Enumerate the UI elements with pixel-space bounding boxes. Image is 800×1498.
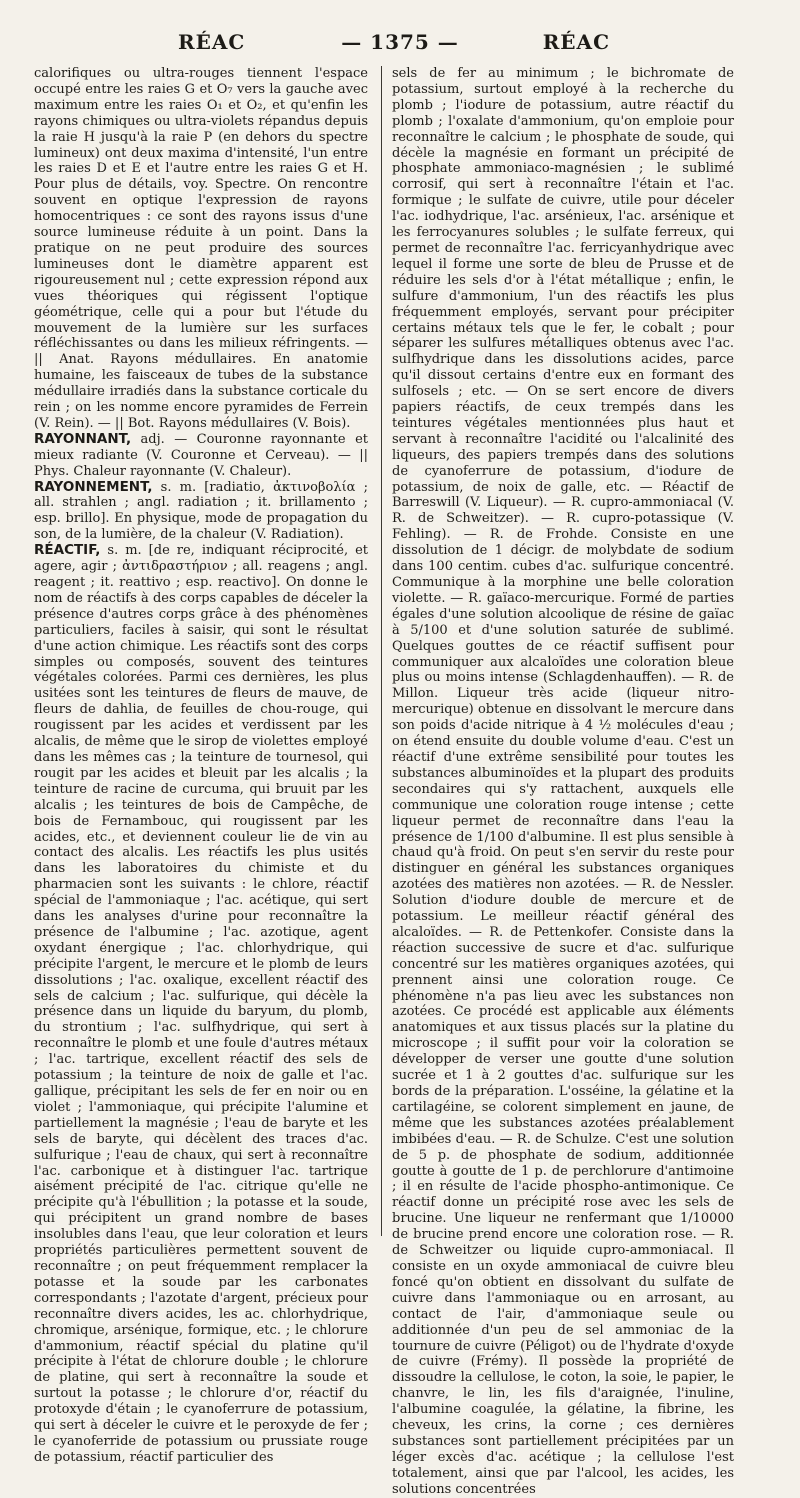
left-column (34, 66, 368, 1466)
continued-paragraph: sels de fer au minimum ; le bichromate de potassium, surtout employé à la recherche du plomb ; l'iodure de potassium, autre réactif du plomb ; l'oxalate d'ammonium, qu'on emploie pour reconnaître le calcium ; le phosphate de soude, qui décèle la magnésie en formant un précipité de phosphate ammoniaco-magnésien ; le sublimé corrosif, qui sert à reconnaître l'étain et l'ac. formique ; le sulfate de cuivre, utile pour déceler l'ac. iodhydrique, l'ac. arsénieux, l'ac. arsénique et les ferrocyanures solubles ; le sulfate ferreux, qui permet de reconnaître l'ac. ferricyanhydrique avec lequel il forme une sorte de bleu de Prusse et de réduire les sels d'or à l'état métallique ; enfin, le sulfure d'ammonium, l'un des réactifs les plus fréquemment employés, servant pour précipiter certains métaux tels que le fer, le cobalt ; pour séparer les sulfures métalliques obtenus avec l'ac. sulfhydrique dans les dissolutions acides, parce qu'il dissout certains d'entre eux en formant des sulfosels ; etc. — On se sert encore de divers papiers réactifs, de ceux trempés dans les teintures végétales mentionnées plus haut et servant à reconnaître l'acidité ou l'alcalinité des liqueurs, des papiers trempés dans des solutions de cyanoferrure de potassium, d'iodure de potassium, de noix de galle, etc. — Réactif de Barreswill (V. Liqueur). — R. cupro-ammoniacal (V. R. de Schweitzer). — R. cupro-potassique (V. Fehling). — R. de Frohde. Consiste en une dissolution de 1 décigr. de molybdate de sodium dans 100 centim. cubes d'ac. sulfurique concentré. Communique à la morphine une belle coloration violette. — R. gaïaco-mercurique. Formé de parties égales d'une solution alcoolique de résine de gaïac à 5/100 et d'une solution saturée de sublimé. Quelques gouttes de ce réactif suffisent pour communiquer aux alcaloïdes une coloration bleue plus ou moins intense (Schlagdenhauffen). — R. de Millon. Liqueur très acide (liqueur nitro-mercurique) obtenue en dissolvant le mercure dans son poids d'acide nitrique à 4 ½ molécules d'eau ; on étend ensuite du double volume d'eau. C'est un réactif d'une extrême sensibilité pour toutes les substances albuminoïdes et la plupart des produits secondaires qui s'y rattachent, auxquels elle communique une coloration rouge intense ; cette liqueur permet de reconnaître dans l'eau la présence de 1/100 d'albumine. Il est plus sensible à chaud qu'à froid. On peut s'en servir du reste pour distinguer en général les substances organiques azotées des matières non azotées. — R. de Nessler. Solution d'iodure double de mercure et de potassium. Le meilleur réactif général des alcaloïdes. — R. de Pettenkofer. Consiste dans la réaction successive de sucre et d'ac. sulfurique concentré sur les matières organiques azotées, qui prennent ainsi une coloration rouge. Ce phénomène n'a pas lieu avec les substances non azotées. Ce procédé est applicable aux éléments anatomiques et aux tissus placés sur la platine du microscope ; il suffit pour voir la coloration se développer de verser une goutte d'une solution sucrée et 1 à 2 gouttes d'ac. sulfurique sur les bords de la préparation. L'osséine, la gélatine et la cartilagéine, se colorent simplement en jaune, de même que les substances azotées préalablement imbibées d'eau. — R. de Schulze. C'est une solution de 5 p. de phosphate de sodium, additionnée goutte à goutte de 1 p. de perchlorure d'antimoine ; il en résulte de l'acide phospho-antimonique. Ce réactif donne un précipité rose avec les sels de brucine. Une liqueur ne renfermant que 1/10000 de brucine prend encore une coloration rose. — R. de Schweitzer ou liquide cupro-ammoniacal. Il consiste en un oxyde ammoniacal de cuivre bleu foncé qu'on obtient en dissolvant du sulfate de cuivre dans l'ammoniaque ou en arrosant, au contact de l'air, d'ammoniaque seule ou additionnée d'un peu de sel ammoniac de la tournure de cuivre (Péligot) ou de l'hydrate d'oxyde de cuivre (Frémy). Il possède la propriété de dissoudre la cellulose, le coton, la soie, le papier, le chanvre, le lin, les fils d'araignée, l'inuline, l'albumine coagulée, la gélatine, la fibrine, les cheveux, les crins, la corne ; ces dernières substances sont partiellement précipitées par un léger excès d'ac. acétique ; la cellulose l'est totalement, ainsi que par l'alcool, les acides, les solutions concentrées (392, 66, 734, 1497)
entry-headword: RAYONNEMENT, (34, 478, 153, 495)
entry-headword: RAYONNANT, (34, 430, 132, 447)
entry-body: s. m. [de re, indiquant réciprocité, et agere, agir ; ἀντιδραστήριον ; all. reagens ; angl. reagent ; it. reattivo ; esp. reactivo]. On donne le nom de réactifs à des corps capables de déceler la présence d'autres corps grâce à des phénomènes particuliers, faciles à saisir, qui sont le résultat d'une action chimique. Les réactifs sont des corps simples ou composés, souvent des teintures végétales colorées. Parmi ces dernières, les plus usitées sont les teintures de fleurs de mauve, de fleurs de dahlia, de feuilles de chou-rouge, qui rougissent par les acides et verdissent par les alcalis, de même que le sirop de violettes employé dans les mêmes cas ; la teinture de tournesol, qui rougit par les acides et bleuit par les alcalis ; la teinture de racine de curcuma, qui bruuit par les alcalis ; les teintures de bois de Campêche, de bois de Fernambouc, qui rougissent par les acides, etc., et deviennent couleur lie de vin au contact des alcalis. Les réactifs les plus usités dans les laboratoires du chimiste et du pharmacien sont les suivants : le chlore, réactif spécial de l'ammoniaque ; l'ac. acétique, qui sert dans les analyses d'urine pour reconnaître la présence de l'albumine ; l'ac. azotique, agent oxydant énergique ; l'ac. chlorhydrique, qui précipite l'argent, le mercure et le plomb de leurs dissolutions ; l'ac. oxalique, excellent réactif des sels de calcium ; l'ac. sulfurique, qui décèle la présence dans un liquide du baryum, du plomb, du strontium ; l'ac. sulfhydrique, qui sert à reconnaître le plomb et une foule d'autres métaux ; l'ac. tartrique, excellent réactif des sels de potassium ; la teinture de noix de galle et l'ac. gallique, précipitant les sels de fer en noir ou en violet ; l'ammoniaque, qui précipite l'alumine et partiellement la magnésie ; l'eau de baryte et les sels de baryte, qui décèlent des traces d'ac. sulfurique ; l'eau de chaux, qui sert à reconnaître l'ac. carbonique et à distinguer l'ac. tartrique aisément précipité de l'ac. citrique qu'elle ne précipite qu'à l'ébullition ; la potasse et la soude, qui précipitent un grand nombre de bases insolubles dans l'eau, que leur coloration et leurs propriétés particulières permettent souvent de reconnaître ; on peut fréquemment remplacer la potasse et la soude par les carbonates correspondants ; l'azotate d'argent, précieux pour reconnaître divers acides, les ac. chlorhydrique, chromique, arsénique, formique, etc. ; le chlorure d'ammonium, réactif spécial du platine qu'il précipite à l'état de chlorure double ; le chlorure de platine, qui sert à reconnaître la soude et surtout la potasse ; le chlorure d'or, réactif du protoxyde d'étain ; le cyanoferrure de potassium, qui sert à déceler le cuivre et le peroxyde de fer ; le cyanoferride de potassium ou prussiate rouge de potassium, réactif particulier des (34, 543, 368, 1465)
running-headword-left: RÉAC (178, 30, 246, 54)
running-headword-right: RÉAC (542, 30, 610, 54)
entry-body: s. m. [radiatio, ἀκτινοβολία ; all. strahlen ; angl. radiation ; it. brillamento ; esp. brillo]. En physique, mode de propagation du son, de la lumière, de la chaleur (V. Radiation). (34, 479, 368, 543)
entry-rayonnement (34, 480, 368, 544)
page-header (30, 30, 770, 60)
entry-body: adj. — Couronne rayonnante et mieux radiante (V. Couronne et Cerveau). — || Phys. Chaleur rayonnante (V. Chaleur). (34, 431, 368, 479)
page-number: — 1375 — (341, 30, 459, 54)
right-column (392, 66, 734, 1498)
entry-rayonnant (34, 432, 368, 480)
continued-paragraph: calorifiques ou ultra-rouges tiennent l'espace occupé entre les raies G et O₇ vers la gauche avec maximum entre les raies O₁ et O₂, et qu'enfin les rayons chimiques ou ultra-violets répandus depuis la raie H jusqu'à la raie P (en dehors du spectre lumineux) ont deux maxima d'intensité, l'un entre les raies D et E et l'autre entre les raies G et H. Pour plus de détails, voy. Spectre. On rencontre souvent en optique l'expression de rayons homocentriques : ce sont des rayons issus d'une source lumineuse réduite à un point. Dans la pratique on ne peut produire des sources lumineuses dont le diamètre apparent est rigoureusement nul ; cette expression répond aux vues théoriques qui régissent l'optique géométrique, celle qui a pour but l'étude du mouvement de la lumière sur les surfaces réfléchissantes ou dans les milieux réfringents. — || Anat. Rayons médullaires. En anatomie humaine, les faisceaux de tubes de la substance médullaire irradiés dans la substance corticale du rein ; on les nomme encore pyramides de Ferrein (V. Rein). — || Bot. Rayons médullaires (V. Bois). (34, 66, 368, 431)
entry-reactif (34, 543, 368, 1466)
entry-headword: RÉACTIF, (34, 542, 101, 559)
column-divider (381, 66, 382, 1236)
